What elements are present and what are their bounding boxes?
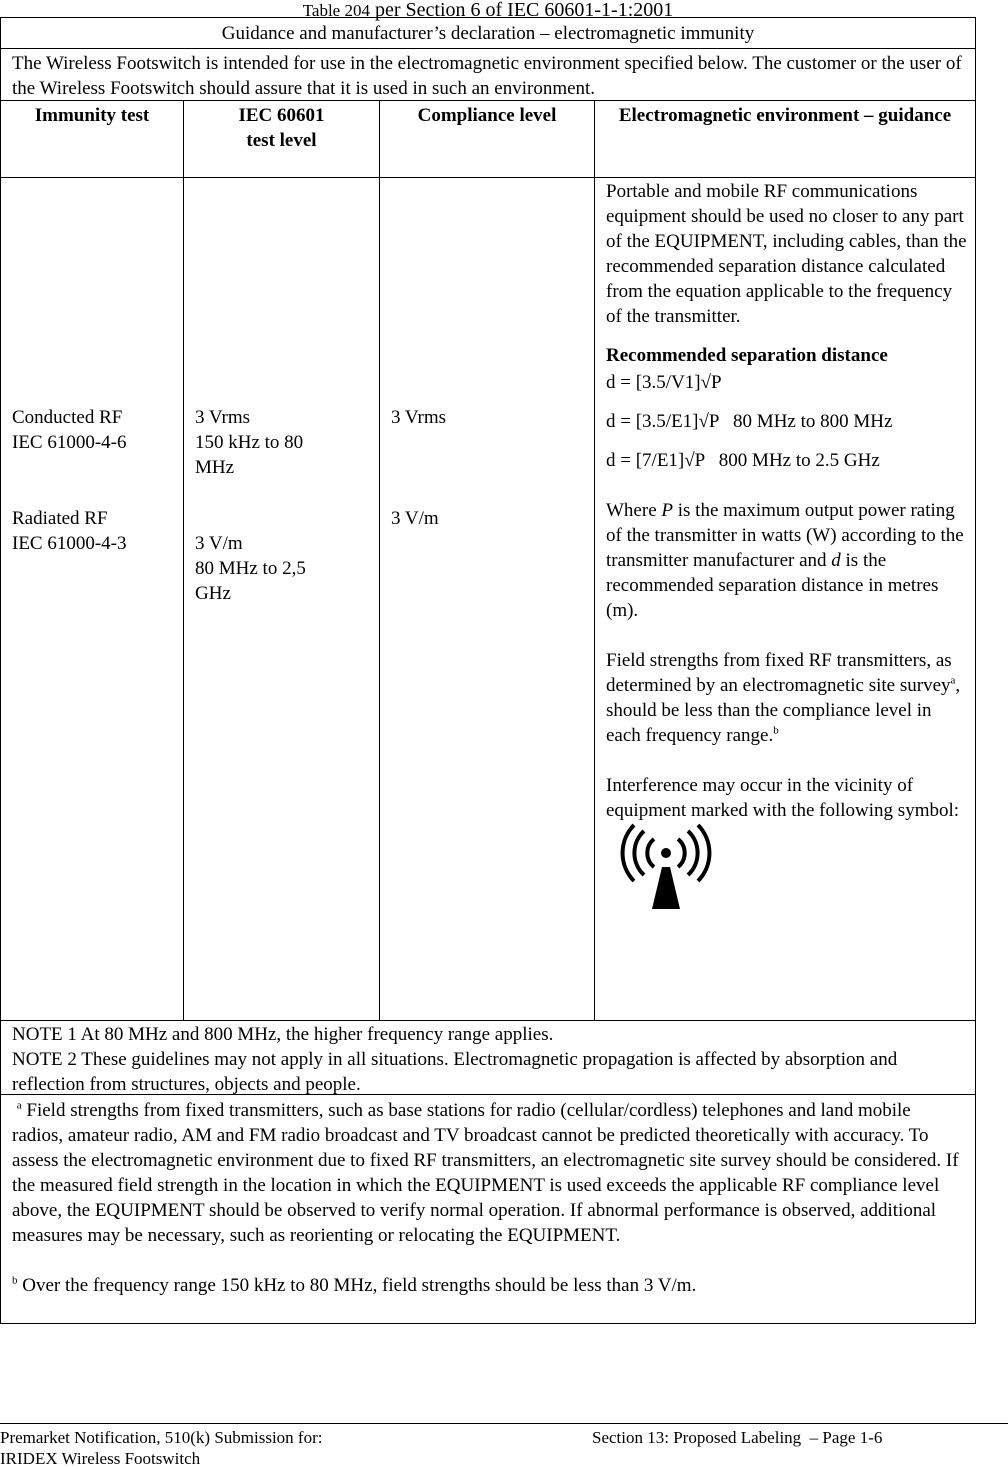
header-test-level bbox=[183, 100, 380, 178]
footer-product: IRIDEX Wireless Footswitch bbox=[0, 1449, 201, 1468]
t: is the recommended separation distance in metres (m). bbox=[606, 550, 939, 621]
footnote-b bbox=[12, 1273, 964, 1298]
t: Field strengths from fixed transmitters, such as base stations for radio (cellular/cordless) telephones and land mobile radios, amateur radio, AM and FM radio broadcast and TV broadcast cannot be predicted theoretically with accuracy. To assess the electromagnetic environment due to fixed RF transmitters, an electromagnetic site survey should be considered. If the measured field strength in the location in which the EQUIPMENT is used exceeds the applicable RF compliance level above, the EQUIPMENT should be observed to verify normal operation. If abnormal performance is observed, additional measures may be necessary, such as reorienting or relocating the EQUIPMENT. bbox=[12, 1100, 959, 1246]
header-environment bbox=[594, 100, 976, 178]
caption-text: Guidance and manufacturer’s declaration – electromagnetic immunity bbox=[221, 23, 755, 44]
test-standard: IEC 61000-4-6 bbox=[12, 432, 127, 453]
separation-heading: Recommended separation distance bbox=[606, 345, 888, 366]
header-text: IEC 60601 bbox=[238, 105, 325, 126]
table-caption bbox=[0, 17, 976, 49]
formula: d = [3.5/E1]√P 80 MHz to 800 MHz bbox=[606, 411, 893, 432]
cell-guidance bbox=[594, 177, 976, 1021]
notes-cell bbox=[0, 1020, 976, 1095]
compliance-level: 3 V/m bbox=[391, 508, 439, 529]
header-immunity-test bbox=[0, 100, 184, 178]
t: a bbox=[16, 1099, 22, 1112]
test-name: Conducted RF bbox=[12, 407, 123, 428]
compliance-level: 3 Vrms bbox=[391, 407, 446, 428]
t: Field strengths from fixed RF transmitters, as determined by an electromagnetic site survey bbox=[606, 650, 952, 696]
where-text bbox=[606, 498, 969, 623]
header-text: Electromagnetic environment – guidance bbox=[618, 105, 952, 126]
intro-text: The Wireless Footswitch is intended for use in the electromagnetic environment specified below. The customer or the user of the Wireless Footswitch should assure that it is used in such an environment. bbox=[12, 53, 962, 99]
header-text: Immunity test bbox=[34, 105, 150, 126]
t: Over the frequency range 150 kHz to 80 MHz, field strengths should be less than 3 V/m. bbox=[17, 1275, 697, 1296]
title-rest: per Section 6 of IEC 60601-1-1:2001 bbox=[369, 0, 674, 21]
t: , should be less than the compliance level in each frequency range. bbox=[606, 675, 961, 746]
cell-immunity-tests bbox=[0, 177, 184, 1021]
test-range: 150 kHz to 80 MHz bbox=[195, 432, 304, 478]
test-range: 80 MHz to 2,5 GHz bbox=[195, 558, 306, 604]
t: a bbox=[950, 674, 956, 687]
title-prefix: Table 204 bbox=[302, 1, 370, 20]
t: b bbox=[12, 1274, 18, 1287]
cell-test-levels bbox=[183, 177, 380, 1021]
formula: d = [7/E1]√P 800 MHz to 2.5 GHz bbox=[606, 450, 880, 471]
header-compliance bbox=[379, 100, 595, 178]
header-text: test level bbox=[246, 130, 317, 151]
cell-compliance bbox=[379, 177, 595, 1021]
page-footer bbox=[0, 1423, 1008, 1468]
test-name: Radiated RF bbox=[12, 508, 108, 529]
guidance-intro: Portable and mobile RF communications equipment should be used no closer to any part of the EQUIPMENT, including cables, than the recommended separation distance calculated from the equation applicable to the frequency of the transmitter. bbox=[606, 181, 967, 327]
test-standard: IEC 61000-4-3 bbox=[12, 533, 127, 554]
test-level: 3 Vrms bbox=[195, 407, 250, 428]
t: Where bbox=[606, 500, 662, 521]
t: b bbox=[773, 724, 779, 737]
note: NOTE 1 At 80 MHz and 800 MHz, the higher frequency range applies. bbox=[12, 1024, 554, 1045]
footnotes-cell bbox=[0, 1094, 976, 1324]
footer-section: Section 13: Proposed Labeling – Page 1-6 bbox=[592, 1428, 883, 1447]
t: P bbox=[661, 500, 673, 521]
table-intro bbox=[0, 48, 976, 101]
header-text: Compliance level bbox=[417, 105, 557, 126]
footer-submission: Premarket Notification, 510(k) Submission for: bbox=[0, 1428, 323, 1447]
test-level: 3 V/m bbox=[195, 533, 243, 554]
t: is the maximum output power rating of the transmitter in watts (W) according to the transmitter manufacturer and bbox=[606, 500, 964, 571]
note: NOTE 2 These guidelines may not apply in all situations. Electromagnetic propagation is affected by absorption and reflection from structures, objects and people. bbox=[12, 1049, 898, 1095]
field-strength-text bbox=[606, 648, 969, 748]
non-ionizing-radiation-icon bbox=[616, 823, 716, 913]
interference-text: Interference may occur in the vicinity of equipment marked with the following symbol: bbox=[606, 775, 960, 821]
footnote-a bbox=[12, 1098, 964, 1248]
t: d bbox=[831, 550, 841, 571]
formula: d = [3.5/V1]√P bbox=[606, 372, 722, 393]
